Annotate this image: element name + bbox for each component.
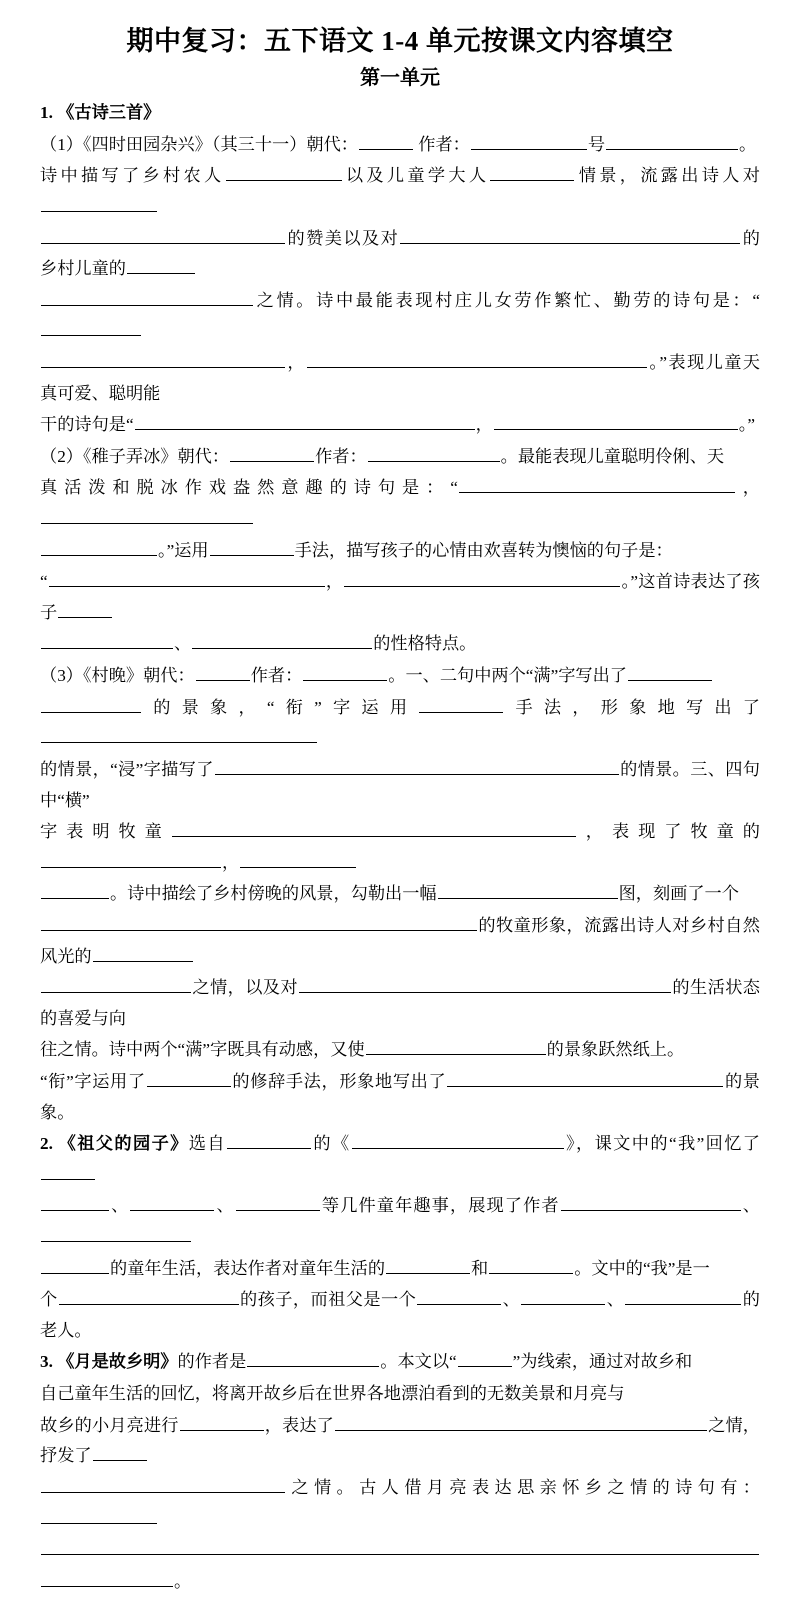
blank[interactable] xyxy=(230,443,314,462)
blank[interactable] xyxy=(227,1130,311,1149)
blank[interactable] xyxy=(366,1036,546,1055)
blank[interactable] xyxy=(400,224,740,243)
blank[interactable] xyxy=(210,537,294,556)
item-1-sub-3-line-5: 。诗中描绘了乡村傍晚的风景，勾勒出一幅 图，刻画了一个 xyxy=(40,879,760,910)
blank[interactable] xyxy=(419,694,503,713)
blank[interactable] xyxy=(489,1255,573,1274)
blank[interactable] xyxy=(41,724,317,743)
item-1-sub-3-line-4: 字表明牧童 ，表现了牧童的， xyxy=(40,817,760,878)
blank[interactable] xyxy=(417,1286,501,1305)
item-1-sub-3-line-6: 的牧童形象，流露出诗人对乡村自然风光的 xyxy=(40,911,760,972)
item-1-sub-3-line-7: 之情，以及对 的生活状态的喜爱与向 xyxy=(40,973,760,1034)
blank[interactable] xyxy=(59,1286,239,1305)
blank[interactable] xyxy=(127,255,195,274)
item-1-sub-1-line-3: 的赞美以及对 的乡村儿童的 xyxy=(40,224,760,285)
blank[interactable] xyxy=(180,1412,264,1431)
blank[interactable] xyxy=(135,411,475,430)
blank[interactable] xyxy=(147,1068,231,1087)
item-3-line-5 xyxy=(40,1535,760,1566)
blank[interactable] xyxy=(41,694,141,713)
blank[interactable] xyxy=(625,1286,741,1305)
blank[interactable] xyxy=(41,1474,285,1493)
item-3-title: 《月是故乡明》 xyxy=(57,1352,178,1372)
item-1-sub-2-line-5: 、 的性格特点。 xyxy=(40,629,760,660)
blank[interactable] xyxy=(628,662,712,681)
blank[interactable] xyxy=(58,599,112,618)
item-1-sub-2-line-2: 真活泼和脱冰作戏盎然意趣的诗句是：“ ， xyxy=(40,473,760,534)
item-1-sub-3-line-9: “衔”字运用了 的修辞手法，形象地写出了 的景象。 xyxy=(40,1067,760,1128)
blank[interactable] xyxy=(41,1536,759,1555)
blank[interactable] xyxy=(41,537,157,556)
blank[interactable] xyxy=(130,1192,214,1211)
page-subtitle: 第一单元 xyxy=(360,67,440,90)
item-1-index: 1. xyxy=(40,103,53,123)
blank[interactable] xyxy=(41,849,221,868)
blank[interactable] xyxy=(307,349,647,368)
blank[interactable] xyxy=(236,1192,320,1211)
blank[interactable] xyxy=(386,1255,470,1274)
blank[interactable] xyxy=(41,317,141,336)
blank[interactable] xyxy=(438,880,618,899)
item-1-sub-3-line-2: 的景象，“衔”字运用 手法，形象地写出了 xyxy=(40,693,760,754)
item-1-title: 《古诗三首》 xyxy=(57,103,161,123)
blank[interactable] xyxy=(41,880,109,899)
item-1-sub-1-line-1: （1）《四时田园杂兴》（其三十一）朝代： 作者： 号 。 xyxy=(40,130,760,161)
item-3-index: 3. xyxy=(40,1352,53,1372)
item-3-line-6: 。 xyxy=(40,1567,760,1598)
item-2-index: 2. xyxy=(40,1134,53,1154)
blank[interactable] xyxy=(41,1568,173,1587)
blank[interactable] xyxy=(561,1192,741,1211)
item-2-line-3: 的童年生活，表达作者对童年生活的 和 。文中的“我”是一 xyxy=(40,1254,760,1285)
item-2-line-4: 个 的孩子，而祖父是一个 、 、 的老人。 xyxy=(40,1285,760,1346)
item-2-title: 《祖父的园子》 xyxy=(58,1134,189,1154)
blank[interactable] xyxy=(447,1068,723,1087)
blank[interactable] xyxy=(344,568,620,587)
blank[interactable] xyxy=(352,1130,564,1149)
blank[interactable] xyxy=(606,131,738,150)
blank[interactable] xyxy=(240,849,356,868)
blank[interactable] xyxy=(41,505,253,524)
blank[interactable] xyxy=(196,662,250,681)
item-1-sub-1-line-6: 干的诗句是“ ， 。” xyxy=(40,410,760,441)
blank[interactable] xyxy=(335,1412,707,1431)
item-1-sub-3-line-1: （3）《村晚》朝代： 作者： 。一、二句中两个“满”字写出了 xyxy=(40,661,760,692)
blank[interactable] xyxy=(41,193,157,212)
blank[interactable] xyxy=(41,224,285,243)
item-1-sub-2-line-3: 。”运用 手法，描写孩子的心情由欢喜转为懊恼的句子是： xyxy=(40,536,760,567)
blank[interactable] xyxy=(41,1504,157,1523)
blank[interactable] xyxy=(172,818,576,837)
item-1-sub-3-line-8: 往之情。诗中两个“满”字既具有动感，又使 的景象跃然纸上。 xyxy=(40,1035,760,1066)
blank[interactable] xyxy=(192,630,372,649)
blank[interactable] xyxy=(303,662,387,681)
item-3-line-3: 故乡的小月亮进行 ，表达了 之情，抒发了 xyxy=(40,1411,760,1472)
blank[interactable] xyxy=(41,349,285,368)
item-1-sub-2-line-1: （2）《稚子弄冰》朝代： 作者： 。最能表现儿童聪明伶俐、天 xyxy=(40,442,760,473)
blank[interactable] xyxy=(41,630,173,649)
blank[interactable] xyxy=(41,1192,109,1211)
blank[interactable] xyxy=(226,162,342,181)
item-1-sub-1-line-2: 诗中描写了乡村农人 以及儿童学大人 情景，流露出诗人对 xyxy=(40,161,760,222)
blank[interactable] xyxy=(41,287,253,306)
blank[interactable] xyxy=(41,1255,109,1274)
blank[interactable] xyxy=(41,1161,95,1180)
blank[interactable] xyxy=(494,411,738,430)
blank[interactable] xyxy=(299,974,671,993)
blank[interactable] xyxy=(41,974,191,993)
item-1-heading xyxy=(40,98,760,129)
blank[interactable] xyxy=(215,756,619,775)
item-1-sub-1-line-5: ， 。”表现儿童天真可爱、聪明能 xyxy=(40,348,760,409)
item-2-line-1: 2. 《祖父的园子》选自 的《 》，课文中的“我”回忆了 xyxy=(40,1129,760,1190)
blank[interactable] xyxy=(490,162,574,181)
blank[interactable] xyxy=(521,1286,605,1305)
blank[interactable] xyxy=(41,1223,191,1242)
blank[interactable] xyxy=(93,943,193,962)
blank[interactable] xyxy=(247,1348,379,1367)
item-2-line-2: 、 、 等几件童年趣事，展现了作者 、 xyxy=(40,1191,760,1252)
item-3-line-2: 自己童年生活的回忆，将离开故乡后在世界各地漂泊看到的无数美景和月亮与 xyxy=(40,1384,625,1404)
item-1-sub-1-line-4: 之情。诗中最能表现村庄儿女劳作繁忙、勤劳的诗句是：“ xyxy=(40,286,760,347)
blank[interactable] xyxy=(359,131,413,150)
item-3-line-1: 3. 《月是故乡明》的作者是 。本文以“ ”为线索，通过对故乡和 xyxy=(40,1347,760,1378)
blank[interactable] xyxy=(41,912,477,931)
item-3-line-4: 之情。古人借月亮表达思亲怀乡之情的诗句有： xyxy=(40,1473,760,1534)
blank[interactable] xyxy=(368,443,500,462)
blank[interactable] xyxy=(471,131,587,150)
page-title: 期中复习：五下语文 1-4 单元按课文内容填空 xyxy=(126,26,674,56)
blank[interactable] xyxy=(93,1442,147,1461)
blank[interactable] xyxy=(459,474,735,493)
blank[interactable] xyxy=(458,1348,512,1367)
item-1-sub-2-line-4: “ ， 。”这首诗表达了孩子 xyxy=(40,567,760,628)
item-1-sub-3-line-3: 的情景，“浸”字描写了 的情景。三、四句中“横” xyxy=(40,755,760,816)
blank[interactable] xyxy=(49,568,325,587)
